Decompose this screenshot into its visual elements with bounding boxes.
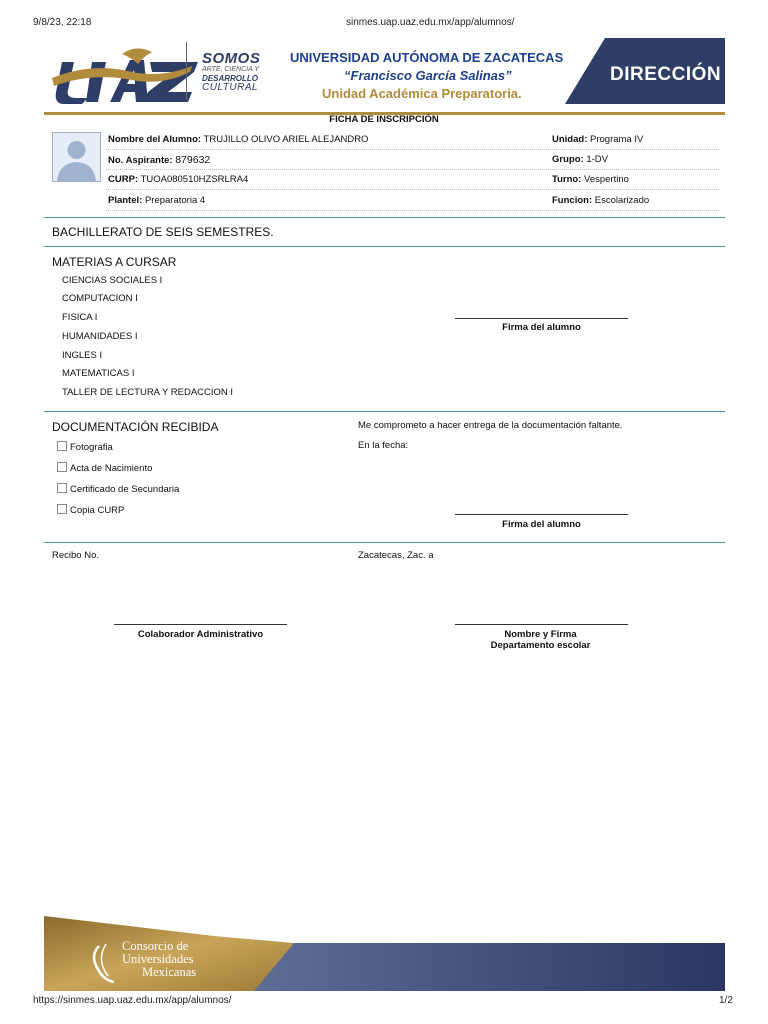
turno-value: Vespertino [584,174,629,185]
subject-item: MATEMATICAS I [62,368,135,379]
uaz-logo-icon [52,42,202,108]
funcion-label: Funcion: [552,195,593,206]
grupo-label: Grupo: [552,154,584,165]
dept-signature-label-1: Nombre y Firma [504,629,577,640]
unit-name: Unidad Académica Preparatoria. [322,86,522,101]
student-name-value: TRUJILLO OLIVO ARIEL ALEJANDRO [203,134,369,145]
row-divider [106,189,719,190]
funcion-value: Escolarizado [594,195,650,206]
print-url-bottom: https://sinmes.uap.uaz.edu.mx/app/alumnos/ [33,995,232,1006]
student-signature-line [455,318,628,319]
university-name: UNIVERSIDAD AUTÓNOMA DE ZACATECAS [290,50,564,65]
footer-consortium-line3: Mexicanas [142,965,197,979]
footer-consortium-line2: Universidades [122,952,194,966]
footer-consortium-line1: Consorcio de [122,939,189,953]
plantel-label: Plantel: [108,195,143,206]
divider-line [186,42,187,100]
dept-signature-label-2: Departamento escolar [490,640,591,651]
doc-checkbox-acta[interactable] [57,462,67,472]
section-divider [44,411,725,412]
receipt-label: Recibo No. [52,550,99,561]
subjects-heading: MATERIAS A CURSAR [52,255,177,269]
student-signature-label: Firma del alumno [502,322,581,333]
student-turno [552,174,629,185]
subject-item: CIENCIAS SOCIALES I [62,275,163,286]
student-photo-placeholder [52,132,101,182]
row-divider [106,149,719,150]
plantel-value: Preparatoria 4 [144,195,206,206]
print-datetime: 9/8/23, 22:18 [33,17,92,28]
unidad-value: Programa IV [590,134,644,145]
direccion-label: DIRECCIÓN [610,64,722,85]
doc-label: Fotografia [70,442,113,453]
banner [44,34,725,114]
aspirante-value: 879632 [175,154,211,166]
student-aspirante [108,154,210,166]
row-divider [106,169,719,170]
dept-signature-line [455,624,628,625]
subject-item: INGLES I [62,350,103,361]
student-curp [108,174,248,185]
subject-item: FISICA I [62,312,98,323]
print-url-top: sinmes.uap.uaz.edu.mx/app/alumnos/ [346,17,515,28]
student-signature-label-2: Firma del alumno [502,519,581,530]
doc-checkbox-fotografia[interactable] [57,441,67,451]
student-signature-line-2 [455,514,628,515]
section-divider [44,542,725,543]
student-name-label: Nombre del Alumno: [108,134,202,145]
print-page-number: 1/2 [719,995,733,1006]
subject-item: COMPUTACION I [62,293,138,304]
row-divider [106,210,719,211]
student-funcion [552,195,649,206]
date-label: En la fecha: [358,440,409,451]
subject-item: HUMANIDADES I [62,331,138,342]
student-name [108,134,368,145]
place-label: Zacatecas, Zac. a [358,550,434,561]
subject-item: TALLER DE LECTURA Y REDACCION I [62,387,234,398]
docs-heading: DOCUMENTACIÓN RECIBIDA [52,420,219,434]
aspirante-label: No. Aspirante: [108,155,173,166]
admin-signature-line [114,624,287,625]
doc-checkbox-curp[interactable] [57,504,67,514]
student-unidad [552,134,643,145]
doc-label: Copia CURP [70,505,125,516]
program-name: BACHILLERATO DE SEIS SEMESTRES. [52,225,274,239]
university-motto: “Francisco García Salinas” [344,68,512,83]
doc-label: Acta de Nacimiento [70,463,153,474]
form-title: FICHA DE INSCRIPCIÓN [329,114,439,125]
unidad-label: Unidad: [552,134,588,145]
admin-signature-label: Colaborador Administrativo [137,629,264,640]
section-divider [44,217,725,218]
grupo-value: 1-DV [586,154,608,165]
doc-checkbox-certificado[interactable] [57,483,67,493]
somos-sub2: DESARROLLO [202,74,258,83]
section-divider [44,246,725,247]
curp-value: TUOA080510HZSRLRA4 [140,174,249,185]
turno-label: Turno: [552,174,582,185]
somos-text: SOMOS [202,50,261,67]
somos-sub1: ARTE, CIENCIA Y [202,66,260,73]
student-grupo [552,154,608,165]
curp-label: CURP: [108,174,139,185]
commitment-text: Me comprometo a hacer entrega de la documentación faltante. [358,420,623,431]
user-avatar-icon [53,133,100,181]
somos-sub3: CULTURAL [202,82,259,93]
doc-label: Certificado de Secundaria [70,484,180,495]
student-plantel [108,195,205,206]
